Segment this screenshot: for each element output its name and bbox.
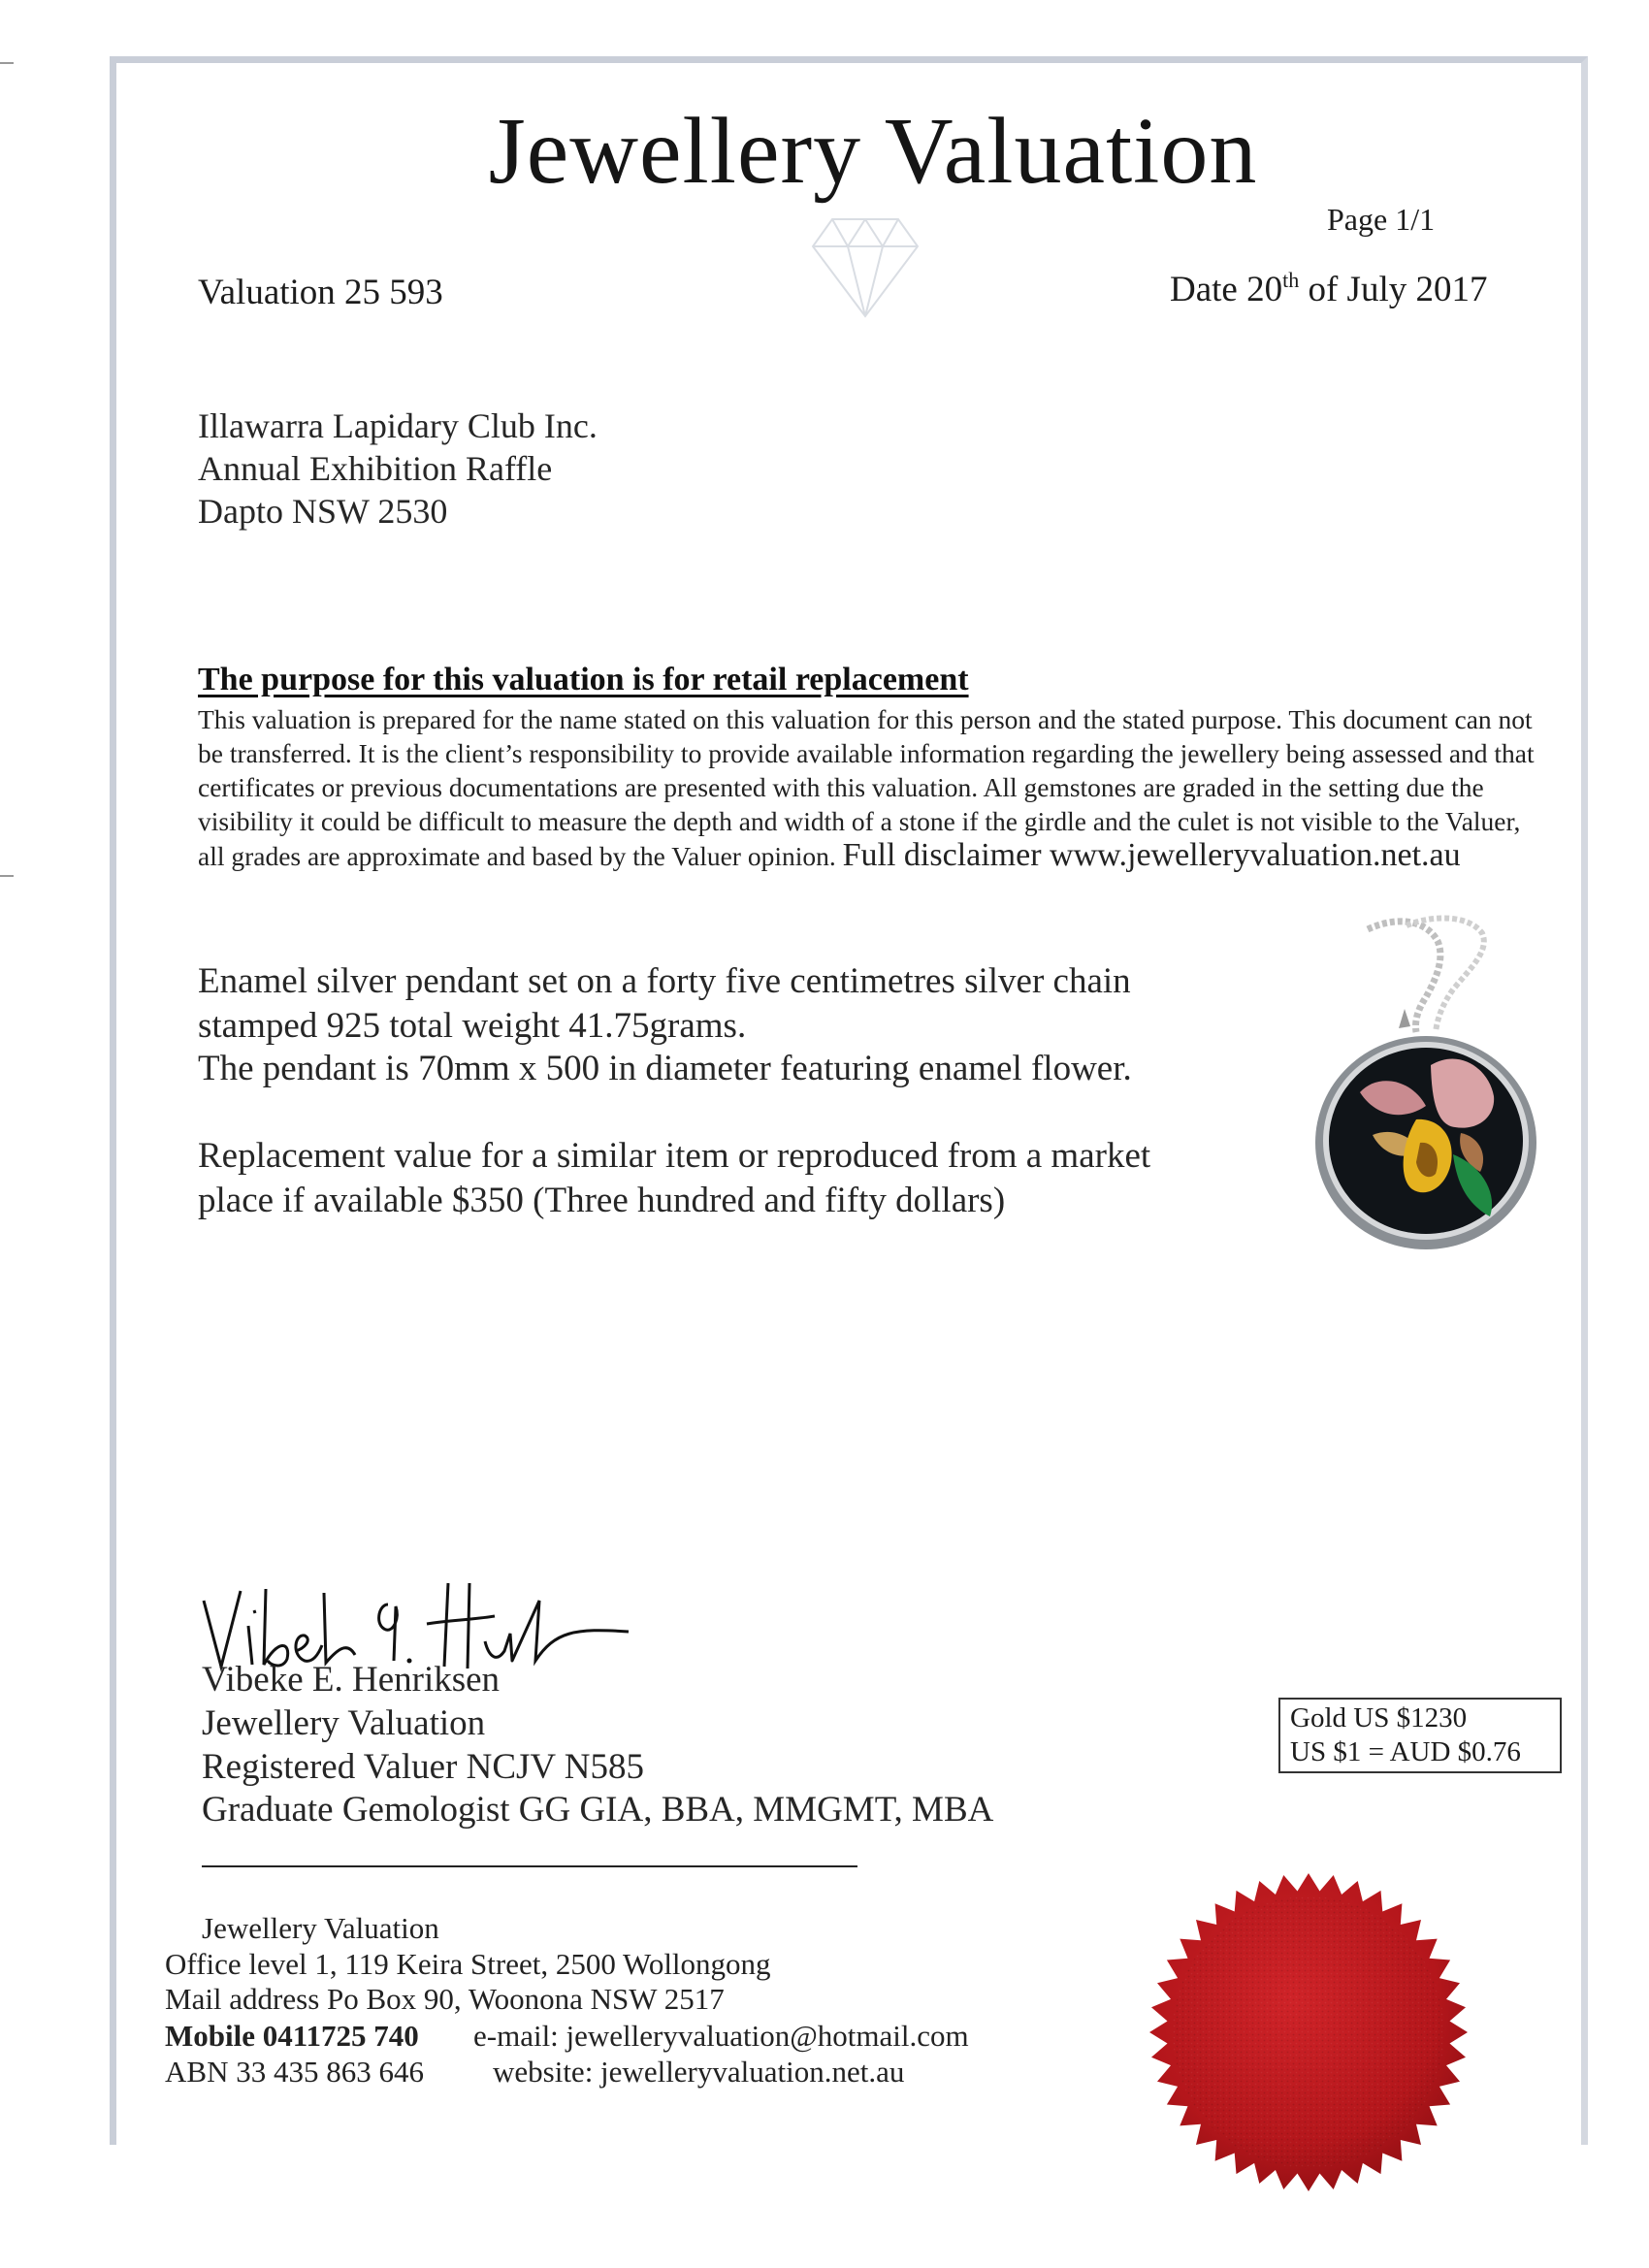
item-description-2: stamped 925 total weight 41.75grams.	[198, 1006, 747, 1046]
diamond-icon	[811, 215, 920, 318]
purpose-heading: The purpose for this valuation is for retail replacement	[198, 662, 969, 697]
footer-website: website: jewelleryvaluation.net.au	[493, 2055, 905, 2089]
full-disclaimer-link: Full disclaimer www.jewelleryvaluation.net.au	[842, 837, 1461, 873]
signatory-title: Jewellery Valuation	[202, 1703, 486, 1743]
valuation-date	[1170, 269, 1487, 310]
recipient-line-1: Illawarra Lapidary Club Inc.	[198, 406, 598, 445]
replacement-value-1: Replacement value for a similar item or reproduced from a market	[198, 1136, 1151, 1176]
replacement-value-2: place if available $350 (Three hundred and fifty dollars)	[198, 1181, 1006, 1220]
exchange-rate: US $1 = AUD $0.76	[1290, 1736, 1521, 1767]
footer-mobile: Mobile 0411725 740	[165, 2019, 419, 2053]
footer-office: Office level 1, 119 Keira Street, 2500 Wollongong	[165, 1947, 771, 1981]
divider	[202, 1865, 857, 1867]
item-description-1: Enamel silver pendant set on a forty five centimetres silver chain	[198, 961, 1131, 1001]
gold-price: Gold US $1230	[1290, 1702, 1468, 1733]
signatory-qualifications: Graduate Gemologist GG GIA, BBA, MMGMT, MBA	[202, 1790, 994, 1830]
valuation-number: Valuation 25 593	[198, 273, 443, 312]
recipient-line-2: Annual Exhibition Raffle	[198, 449, 553, 488]
footer-mail: Mail address Po Box 90, Woonona NSW 2517	[165, 1982, 725, 2016]
item-description-3: The pendant is 70mm x 500 in diameter featuring enamel flower.	[198, 1049, 1132, 1088]
date-rest: of July 2017	[1299, 270, 1488, 309]
disclaimer-text: This valuation is prepared for the name stated on this valuation for this person and the stated purpose. This document can not be transferred. It is the client’s responsibility to provide available information regarding the jewellery being assessed and that certificates or previous documentations are presented with this valuation. All gemstones are graded in the setting due the visibility it could be difficult to measure the depth and width of a stone if the girdle and the culet is not visible to the Valuer, all grades are approximate and based by the Valuer opinion.	[198, 704, 1535, 871]
date-prefix: Date 20	[1170, 270, 1283, 309]
page-number: Page 1/1	[1327, 202, 1436, 237]
red-seal	[1147, 1870, 1471, 2194]
page-title: Jewellery Valuation	[488, 99, 1258, 204]
date-ordinal: th	[1282, 268, 1300, 292]
footer-abn: ABN 33 435 863 646	[165, 2055, 424, 2089]
footer-email: e-mail: jewelleryvaluation@hotmail.com	[473, 2019, 969, 2053]
gold-rate-box	[1278, 1698, 1562, 1773]
disclaimer-paragraph	[198, 702, 1536, 873]
signatory-registration: Registered Valuer NCJV N585	[202, 1747, 644, 1787]
footer-company: Jewellery Valuation	[202, 1911, 439, 1945]
signatory-name: Vibeke E. Henriksen	[202, 1660, 501, 1700]
recipient-line-3: Dapto NSW 2530	[198, 492, 448, 531]
pendant-photo	[1290, 912, 1581, 1251]
